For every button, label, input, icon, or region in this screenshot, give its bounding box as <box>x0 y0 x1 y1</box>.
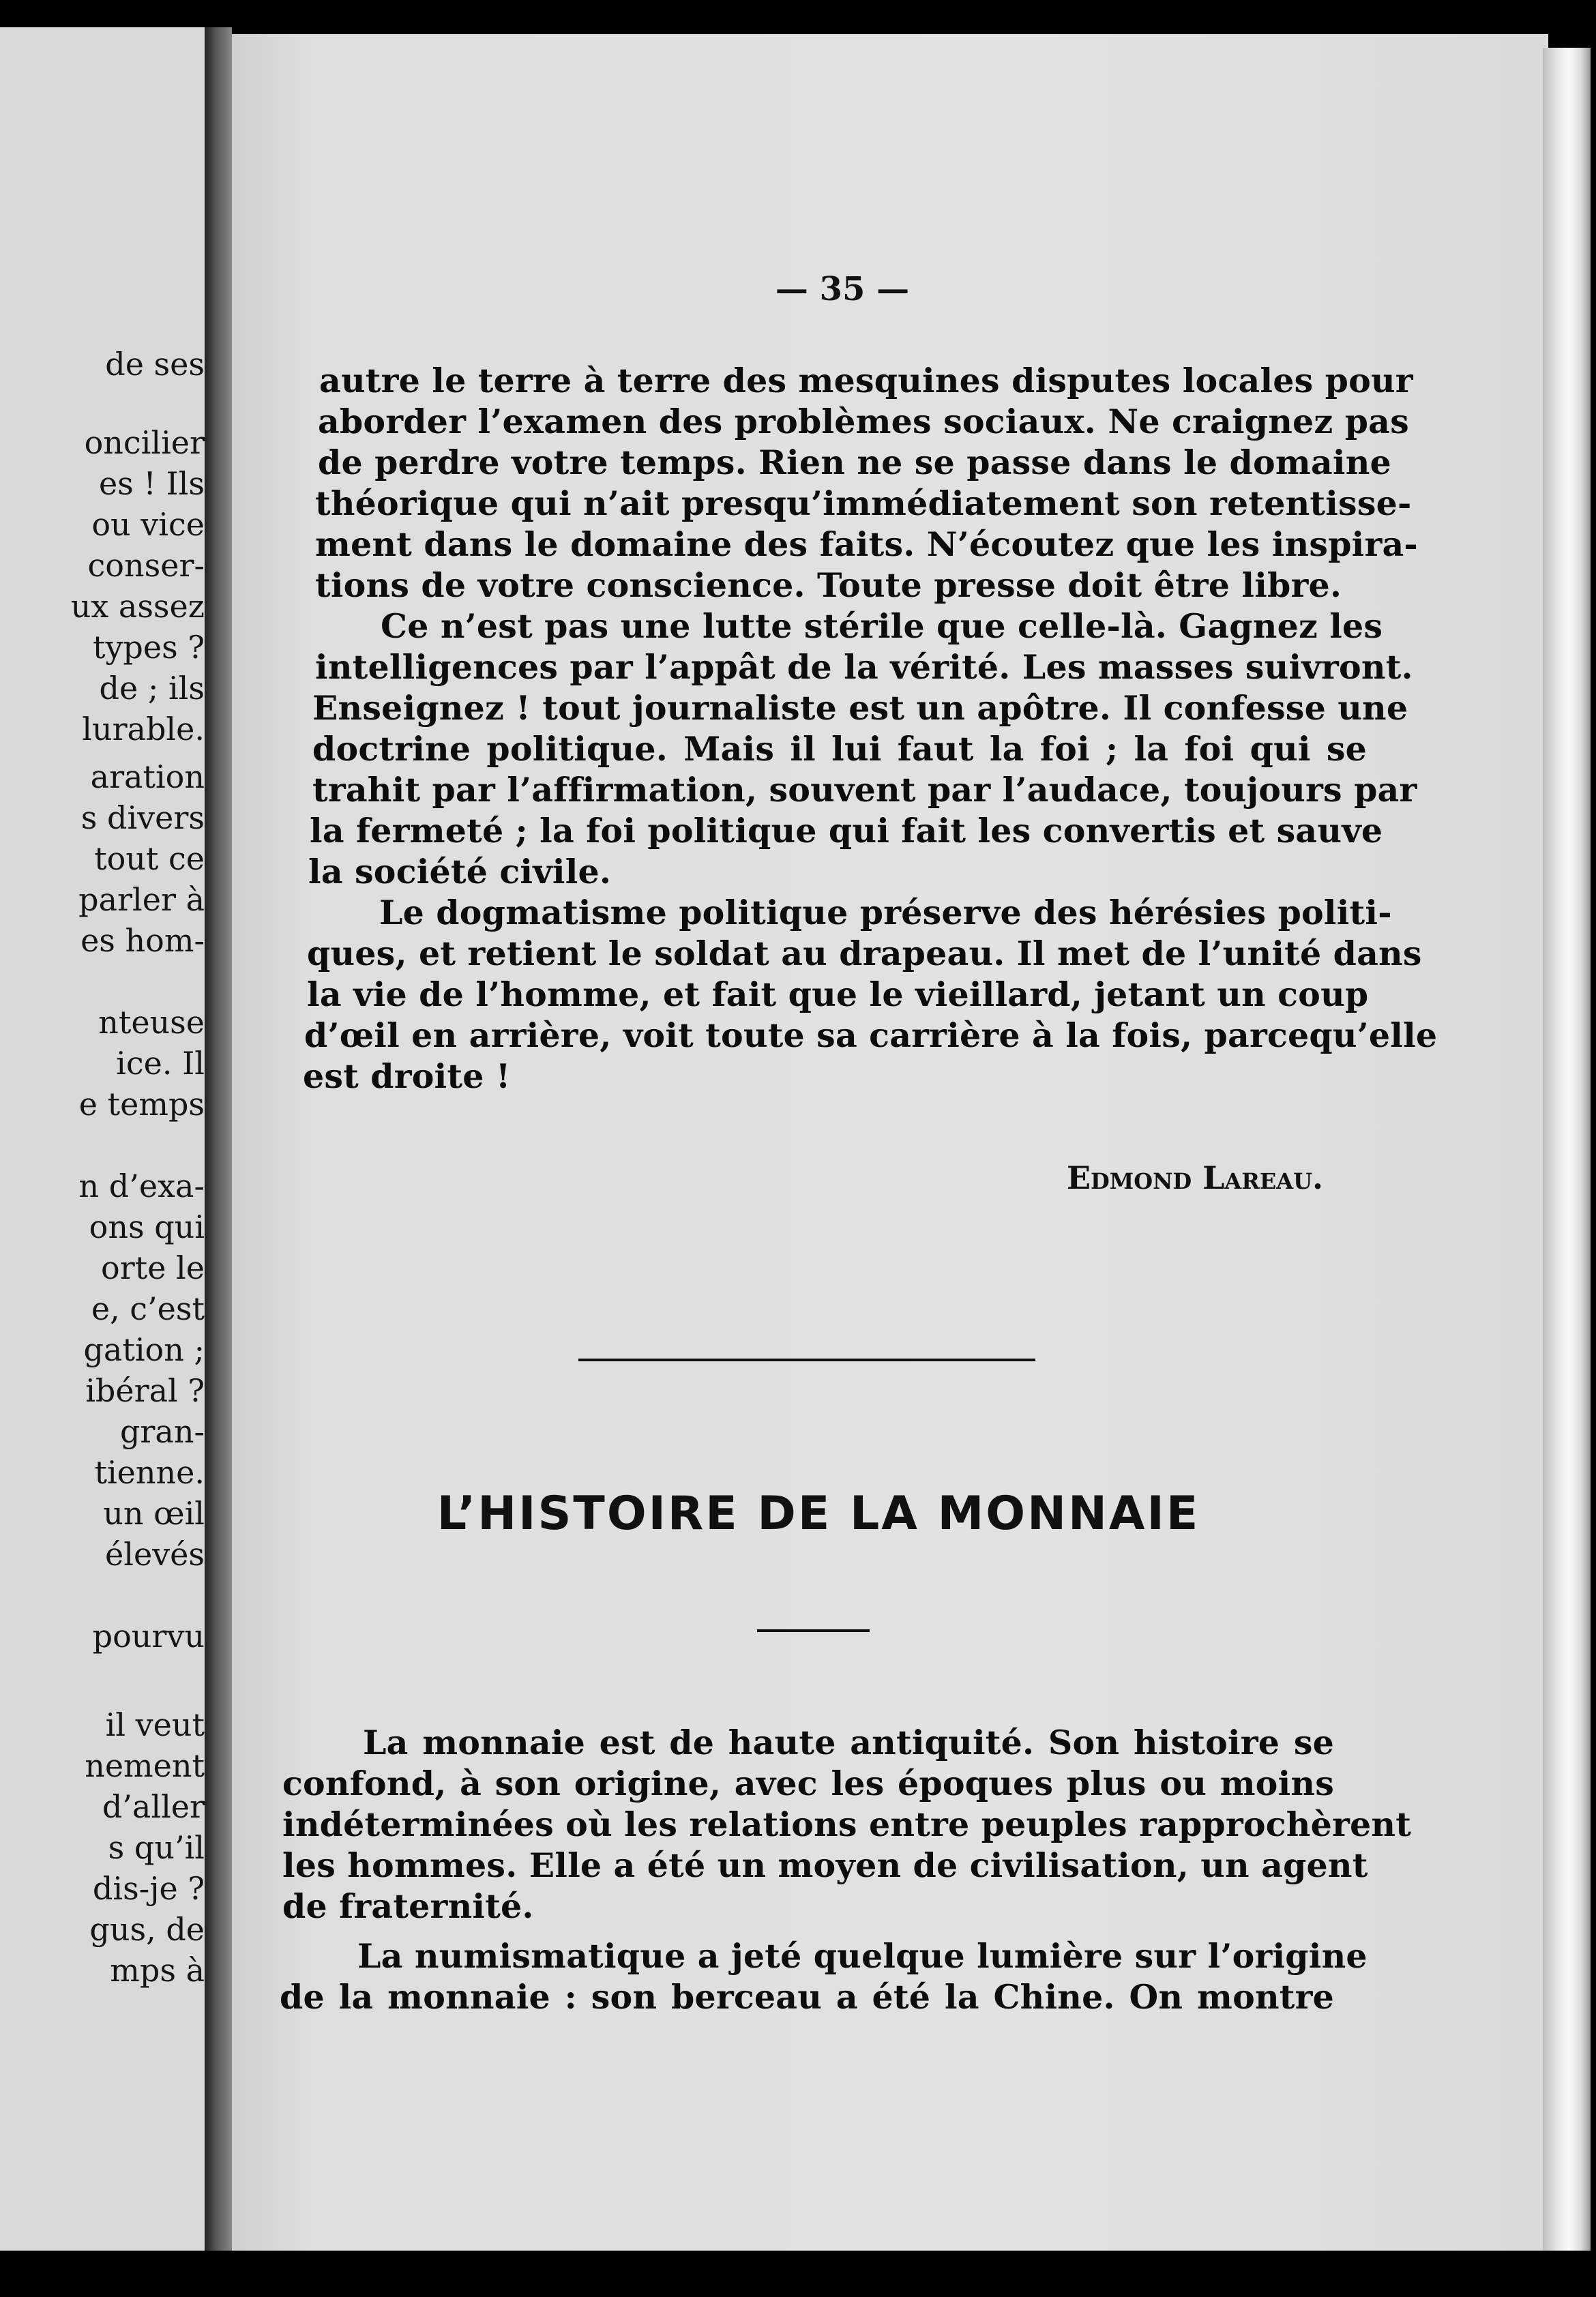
left-page-line: d’aller <box>102 1788 205 1825</box>
left-page-line: un œil <box>103 1495 205 1532</box>
article1-line: d’œil en arrière, voit toute sa carrière à la fois, parcequ’elle <box>304 1016 1438 1055</box>
article1-line: Enseignez ! tout journaliste est un apôtre. Il confesse une <box>312 688 1408 728</box>
left-page-line: gus, de <box>89 1911 205 1948</box>
left-page-line: es hom- <box>80 922 205 959</box>
article2-line: La numismatique a jeté quelque lumière sur l’origine <box>357 1936 1368 1976</box>
left-page-line: parler à <box>78 881 205 918</box>
left-page-line: aration <box>90 758 205 795</box>
left-facing-page <box>0 27 207 2251</box>
article1-line: la société civile. <box>308 852 612 891</box>
left-page-line: types ? <box>92 629 205 666</box>
article1-line: intelligences par l’appât de la vérité. Les masses suivront. <box>315 647 1413 687</box>
left-page-line: s divers <box>80 799 205 836</box>
article1-line: la vie de l’homme, et fait que le vieillard, jetant un coup <box>307 975 1369 1014</box>
article1-line: de perdre votre temps. Rien ne se passe dans le domaine <box>318 443 1391 482</box>
article1-signature: Edmond Lareau. <box>1066 1159 1323 1196</box>
left-page-line: lurable. <box>82 711 205 747</box>
page-number: — 35 — <box>775 270 910 308</box>
article1-line: est droite ! <box>303 1056 511 1096</box>
left-page-line: pourvu <box>92 1618 205 1655</box>
article1-line: ques, et retient le soldat au drapeau. Il met de l’unité dans <box>307 934 1422 973</box>
left-page-line: de ; ils <box>99 670 205 707</box>
article2-line: les hommes. Elle a été un moyen de civilisation, un agent <box>282 1846 1368 1885</box>
left-page-line: tienne. <box>94 1454 205 1491</box>
left-page-line: de ses <box>105 346 205 383</box>
left-page-line: dis-je ? <box>92 1870 205 1907</box>
left-page-line: e temps <box>78 1086 205 1123</box>
left-page-line: il veut <box>105 1706 205 1743</box>
article2-line: confond, à son origine, avec les époques plus ou moins <box>282 1764 1334 1803</box>
article1-line: Ce n’est pas une lutte stérile que celle-là. Gagnez les <box>381 606 1383 646</box>
book-gutter <box>205 27 232 2251</box>
article1-line: tions de votre conscience. Toute presse doit être libre. <box>315 565 1342 605</box>
left-page-line: ibéral ? <box>85 1372 205 1409</box>
left-page-line: gran- <box>119 1413 205 1450</box>
left-page-line: ons qui <box>89 1209 205 1245</box>
left-page-line: s qu’il <box>108 1829 205 1866</box>
left-page-line: gation ; <box>83 1331 205 1368</box>
article1-line: doctrine politique. Mais il lui faut la foi ; la foi qui se <box>312 729 1367 769</box>
left-page-line: ou vice <box>91 506 205 543</box>
article1-line: trahit par l’affirmation, souvent par l’audace, toujours par <box>312 770 1417 810</box>
article2-title: L’HISTOIRE DE LA MONNAIE <box>437 1487 1200 1541</box>
left-page-line: nteuse <box>98 1004 205 1041</box>
left-page-line: nement <box>85 1747 205 1784</box>
article2-line: indéterminées où les relations entre peuples rapprochèrent <box>282 1805 1412 1844</box>
article1-line: Le dogmatisme politique préserve des hérésies politi- <box>379 893 1392 932</box>
article2-line: La monnaie est de haute antiquité. Son histoire se <box>363 1723 1334 1762</box>
left-page-line: e, c’est <box>91 1290 205 1327</box>
left-page-line: oncilier <box>84 424 205 461</box>
left-page-line: es ! Ils <box>98 465 205 502</box>
left-page-line: ice. Il <box>116 1045 205 1082</box>
page-edge <box>1543 48 1591 2251</box>
left-page-line: conser- <box>87 547 205 584</box>
article1-line: autre le terre à terre des mesquines disputes locales pour <box>319 361 1413 400</box>
left-page-line: orte le <box>101 1249 205 1286</box>
article1-line: ment dans le domaine des faits. N’écoutez que les inspira- <box>315 524 1418 564</box>
left-page-line: mps à <box>110 1952 205 1989</box>
left-page-line: tout ce <box>94 840 205 877</box>
article1-line: aborder l’examen des problèmes sociaux. Ne craignez pas <box>318 402 1409 441</box>
left-page-line: élevés <box>105 1536 205 1573</box>
article1-line: théorique qui n’ait presqu’immédiatement son retentisse- <box>315 484 1412 523</box>
article2-line: de la monnaie : son berceau a été la Chine. On montre <box>280 1977 1334 2017</box>
article1-line: la fermeté ; la foi politique qui fait les convertis et sauve <box>310 811 1383 850</box>
separator-rule <box>578 1359 1035 1361</box>
left-page-line: n d’exa- <box>78 1168 205 1204</box>
article2-line: de fraternité. <box>282 1886 534 1926</box>
left-page-line: ux assez <box>70 588 205 625</box>
title-underline-rule <box>757 1629 870 1632</box>
